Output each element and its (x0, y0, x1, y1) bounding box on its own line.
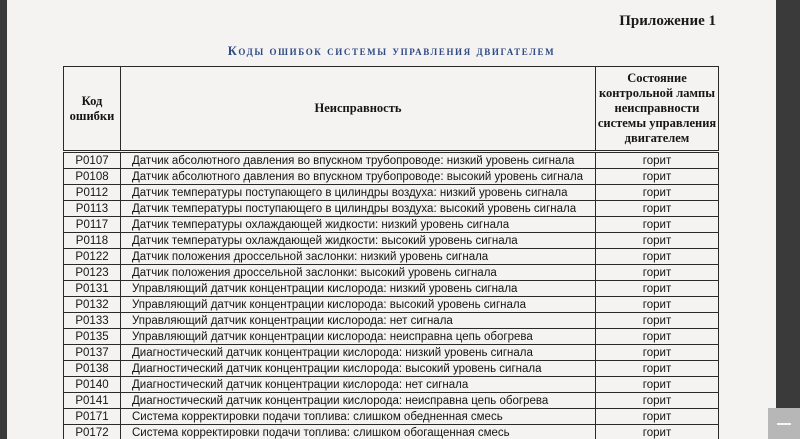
row-fault: Диагностический датчик концентрации кислорода: нет сигнала (121, 377, 596, 393)
row-fault: Диагностический датчик концентрации кислорода: неисправна цепь обогрева (121, 393, 596, 409)
row-lamp-state: горит (596, 169, 719, 185)
row-fault: Датчик температуры охлаждающей жидкости: высокий уровень сигнала (121, 233, 596, 249)
table-row (64, 152, 719, 169)
row-code: P0131 (64, 281, 121, 297)
table-row (64, 409, 719, 425)
table-title: Коды ошибок системы управления двигателем (227, 44, 556, 58)
scroll-button[interactable] (768, 408, 800, 439)
header-lamp-state: Состояние контрольной лампы неисправности системы управления двигателем (596, 67, 719, 152)
row-lamp-state: горит (596, 249, 719, 265)
row-fault: Датчик абсолютного давления во впускном трубопроводе: низкий уровень сигнала (121, 152, 596, 169)
row-code: P0138 (64, 361, 121, 377)
table-row (64, 313, 719, 329)
header-code: Код ошибки (64, 67, 121, 152)
row-code: P0118 (64, 233, 121, 249)
row-code: P0172 (64, 425, 121, 439)
row-lamp-state: горит (596, 425, 719, 439)
row-lamp-state: горит (596, 361, 719, 377)
row-lamp-state: горит (596, 329, 719, 345)
row-fault: Датчик абсолютного давления во впускном трубопроводе: высокий уровень сигнала (121, 169, 596, 185)
table-row (64, 249, 719, 265)
table-row (64, 361, 719, 377)
table-row (64, 169, 719, 185)
row-lamp-state: горит (596, 265, 719, 281)
row-lamp-state: горит (596, 201, 719, 217)
row-fault: Управляющий датчик концентрации кислорода: высокий уровень сигнала (121, 297, 596, 313)
table-body (64, 152, 719, 439)
row-lamp-state: горит (596, 377, 719, 393)
row-fault: Диагностический датчик концентрации кислорода: высокий уровень сигнала (121, 361, 596, 377)
row-fault: Система корректировки подачи топлива: слишком обогащенная смесь (121, 425, 596, 439)
row-lamp-state: горит (596, 217, 719, 233)
row-code: P0141 (64, 393, 121, 409)
row-code: P0108 (64, 169, 121, 185)
row-fault: Управляющий датчик концентрации кислорода: низкий уровень сигнала (121, 281, 596, 297)
row-lamp-state: горит (596, 281, 719, 297)
row-code: P0122 (64, 249, 121, 265)
row-fault: Система корректировки подачи топлива: слишком обедненная смесь (121, 409, 596, 425)
row-fault: Датчик температуры поступающего в цилиндры воздуха: высокий уровень сигнала (121, 201, 596, 217)
row-code: P0135 (64, 329, 121, 345)
row-fault: Управляющий датчик концентрации кислорода: нет сигнала (121, 313, 596, 329)
row-lamp-state: горит (596, 313, 719, 329)
row-code: P0107 (64, 152, 121, 169)
table-row (64, 265, 719, 281)
row-fault: Датчик положения дроссельной заслонки: высокий уровень сигнала (121, 265, 596, 281)
table-row (64, 329, 719, 345)
row-code: P0171 (64, 409, 121, 425)
row-code: P0113 (64, 201, 121, 217)
row-fault: Датчик температуры поступающего в цилиндры воздуха: низкий уровень сигнала (121, 185, 596, 201)
table-row (64, 377, 719, 393)
row-lamp-state: горит (596, 297, 719, 313)
row-code: P0140 (64, 377, 121, 393)
annex-label: Приложение 1 (619, 13, 716, 29)
row-code: P0132 (64, 297, 121, 313)
table-row (64, 393, 719, 409)
row-code: P0117 (64, 217, 121, 233)
row-code: P0123 (64, 265, 121, 281)
table-row (64, 185, 719, 201)
row-lamp-state: горит (596, 233, 719, 249)
row-lamp-state: горит (596, 393, 719, 409)
row-lamp-state: горит (596, 345, 719, 361)
document-page (7, 0, 776, 439)
table-row (64, 345, 719, 361)
table-row (64, 425, 719, 439)
row-fault: Управляющий датчик концентрации кислорода: неисправна цепь обогрева (121, 329, 596, 345)
row-lamp-state: горит (596, 409, 719, 425)
row-fault: Диагностический датчик концентрации кислорода: низкий уровень сигнала (121, 345, 596, 361)
minus-icon (777, 423, 791, 425)
row-lamp-state: горит (596, 185, 719, 201)
error-codes-table (63, 66, 719, 439)
row-fault: Датчик температуры охлаждающей жидкости: низкий уровень сигнала (121, 217, 596, 233)
table-header-row (64, 67, 719, 152)
row-code: P0133 (64, 313, 121, 329)
header-fault: Неисправность (121, 67, 596, 152)
row-fault: Датчик положения дроссельной заслонки: низкий уровень сигнала (121, 249, 596, 265)
table-row (64, 233, 719, 249)
table-row (64, 217, 719, 233)
row-code: P0112 (64, 185, 121, 201)
row-code: P0137 (64, 345, 121, 361)
table-row (64, 297, 719, 313)
table-row (64, 201, 719, 217)
row-lamp-state: горит (596, 152, 719, 169)
table-row (64, 281, 719, 297)
